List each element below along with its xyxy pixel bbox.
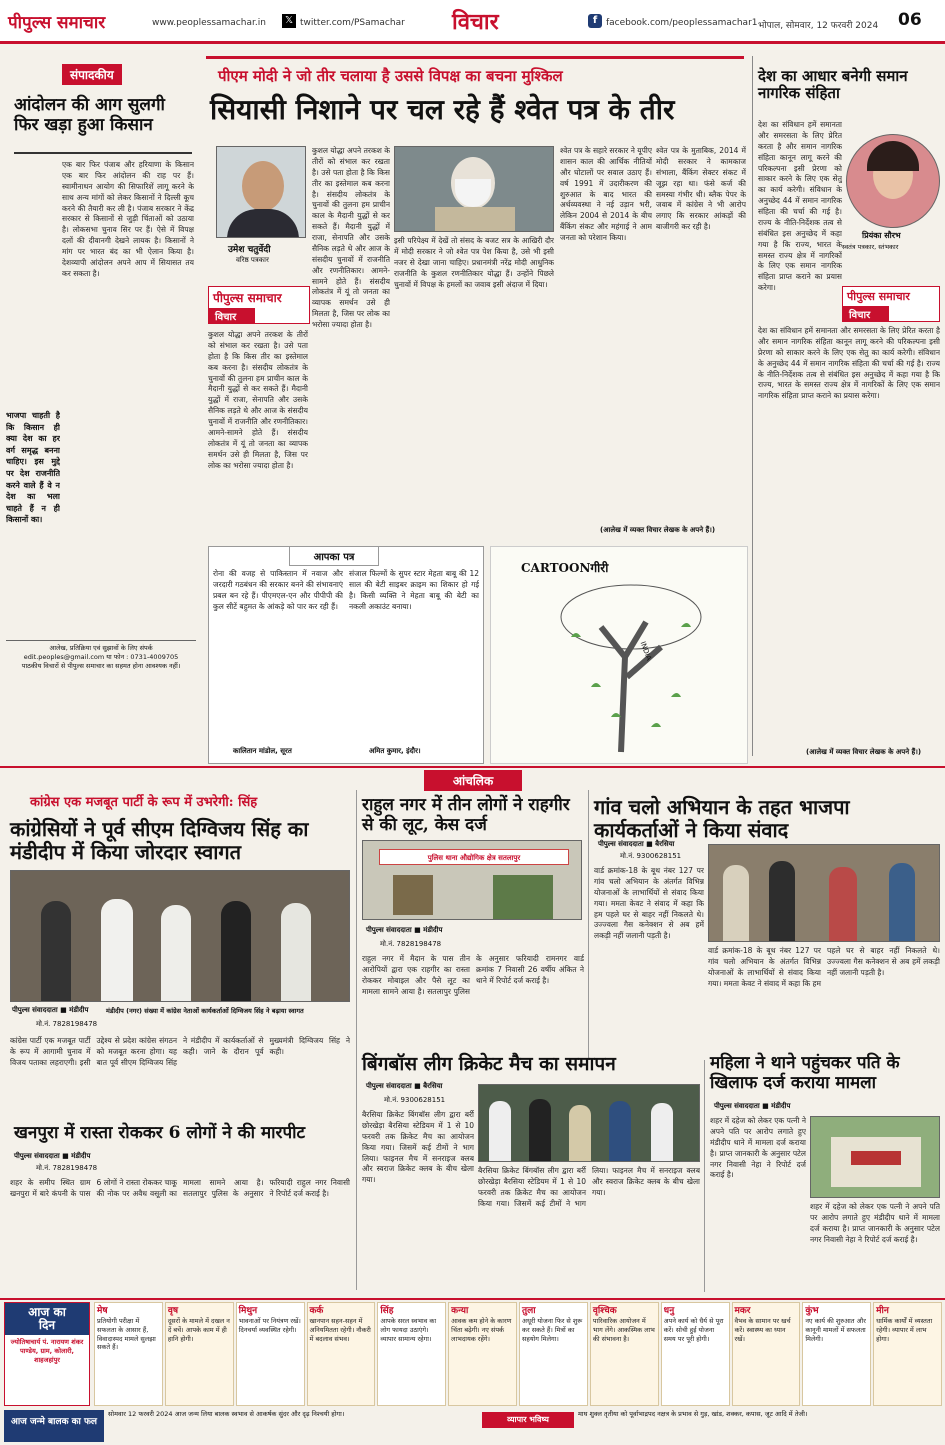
divider — [752, 56, 753, 756]
horoscope-sign-name: वृष — [167, 1306, 179, 1316]
story1-photo — [10, 870, 350, 1002]
story5-headline: बिंगबॉस लीग क्रिकेट मैच का समापन — [362, 1053, 616, 1075]
brand-logo: पीपुल्स समाचार — [8, 13, 106, 33]
horoscope-sign-text: धार्मिक कार्यों में व्यस्तता रहेगी। व्यापार में लाभ होगा। — [876, 1317, 933, 1343]
website-link[interactable]: www.peoplessamachar.in — [152, 18, 266, 28]
cartoon-label: INDIA — [638, 640, 653, 662]
dateline-place: बैरसिया — [655, 840, 675, 848]
opinion2-body-1: देश का संविधान हमें समानता और समरसता के लिए प्रेरित करता है और समान नागरिक संहिता कानून लागू करने की परिकल्पना इसी प्रेरणा को साकार करने के लिए एक सेतु का कार्य करेगी। संविधान के अनुच्छेद 44 में समान नागरिक संहिता की चर्चा की गई है। राज्य के नीति-निर्देशक तत्व से संबंधित इस अनुच्छेद में कहा गया है कि राज्य, भारत के समस्त राज्य क्षेत्र में नागरिकों के लिए एक समान नागरिक संहिता प्राप्त कराने का प्रयास करेगा। — [758, 120, 842, 293]
story3-photo — [708, 844, 940, 942]
divider — [356, 790, 357, 1290]
footer-email[interactable]: edit.peoples@gmail.com या फोन : 0731-4009705 — [23, 653, 179, 662]
story6-body-2: शहर में दहेज को लेकर एक पत्नी ने अपने पति पर आरोप लगाते हुए मंडीदीप थाने में मामला दर्ज कराया है। प्राप्त जानकारी के अनुसार पटेल नगर निवासी नेहा ने रिपोर्ट दर्ज कराई है। — [810, 1202, 940, 1244]
horoscope-sign-name: वृश्चिक — [592, 1306, 617, 1316]
horoscope-sign-name: धनु — [663, 1306, 675, 1316]
section-badge — [842, 286, 940, 322]
horoscope-cell — [590, 1302, 659, 1406]
divider — [206, 56, 744, 59]
editorial-tag: संपादकीय — [62, 64, 122, 85]
horoscope-sign-text: वैभव के सामान पर खर्च करें। स्वास्थ्य का ध्यान रखें। — [734, 1317, 791, 1343]
editorial-body: एक बार फिर पंजाब और हरियाणा के किसान एक बार फिर आंदोलन की राह पर हैं। स्वामीनाथन आयोग की सिफारिशें लागू करने के साथ अन्य मांगों को लेकर किसानों ने दिल्ली कूच करने की तैयारी कर ली है। पंजाब सरकार ने केंद्र सरकार से किसानों से जुड़ी चिंताओं को उठाया है। लोकसभा चुनाव सिर पर हैं। ऐसे में विपक्ष दलों की दीवानगी देखने लायक है। किसानों ने मांग पर भारत बंद का भी ऐलान किया है। देशव्यापी आंदोलन अपने आप में सियासत तय कर सकता है। — [62, 160, 194, 278]
badge-brand: पीपुल्स समाचार — [213, 291, 282, 305]
dateline-place: मंडीदीप — [423, 926, 443, 934]
dateline-source: पीपुल्स संवाददाता — [598, 840, 644, 848]
dateline-source: पीपुल्स संवाददाता — [12, 1006, 58, 1014]
lead-column-2: इसी परिपेक्ष्य में देखें तो संसद के बजट सत्र के आखिरी दौर में मोदी सरकार ने जो श्वेत पत्र पेश किया है, उसे भी इसी नजर से देखा जाना चाहिए। प्रधानमंत्री नरेंद्र मोदी आधुनिक राजनीति के कुशल रणनीतिकार योद्धा हैं। उन्होंने पिछले चुनावों में विपक्ष के हमलों का जवाब इसी अंदाज में दिया। — [394, 236, 554, 289]
story1-body: कांग्रेस पार्टी एक मजबूत पार्टी के रूप में आगामी चुनाव में विजय पताका लहराएगी। इसी उद्देश्य से प्रदेश कांग्रेस संगठन को मजबूत करना होगा। यह बात पूर्व सीएम दिग्विजय सिंह ने मंडीदीप में कार्यकर्ताओं से कही। जाने के दौरान पूर्व मुख्यमंत्री दिग्विजय सिंह ने कही। — [10, 1036, 350, 1067]
horoscope-cell — [661, 1302, 730, 1406]
story5-body-2: बैरसिया क्रिकेट बिंगबॉस लीग द्वारा बर्री छोरखेड़ा बैरसिया स्टेडियम में 1 से 10 फरवरी तक क्रिकेट मैच का आयोजन किया गया। जिसमें कई टीमों ने भाग लिया। फाइनल मैच में सनराइज क्लब और स्वराज क्रिकेट क्लब के बीच खेला गया। — [478, 1166, 700, 1208]
story1-mobile: मो.नं. 7828198478 — [36, 1020, 98, 1028]
horoscope-sign-text: पारिवारिक आयोजन में भाग लेंगे। आकस्मिक लाभ की संभावना है। — [592, 1317, 655, 1343]
x-icon: 𝕏 — [282, 14, 296, 28]
story5-dateline: पीपुल्स संवाददाता ■ बैरसिया — [366, 1082, 443, 1090]
story1-headline: कांग्रेसियों ने पूर्व सीएम दिग्विजय सिंह का मंडीदीप में किया जोरदार स्वागत — [10, 817, 309, 864]
story6-photo — [810, 1116, 940, 1198]
divider — [704, 1060, 705, 1292]
story1-dateline: पीपुल्स संवाददाता ■ मंडीदीप — [12, 1006, 89, 1014]
story2-dateline: पीपुल्स संवाददाता ■ मंडीदीप — [366, 926, 443, 934]
letter-2-sign: अमित कुमार, इंदौर। — [369, 747, 421, 755]
masthead — [0, 0, 945, 44]
dateline-source: पीपुल्स संवाददाता — [714, 1102, 760, 1110]
story5-photo — [478, 1084, 700, 1162]
horoscope-sign-name: तुला — [522, 1306, 536, 1316]
trade-text: माघ शुक्ल तृतीया को पूर्वाभाद्रपद नक्षत्र के प्रभाव से गुड़, खांड, शक्कर, कपास, जूट आदि में तेजी। — [578, 1410, 808, 1418]
lead-column-1: कुशल योद्धा अपने तरकश के तीरों को संभाल कर रखता है। उसे पता होता है कि किस तीर का इस्तेमाल कब करना है। संसदीय लोकतंत्र के चुनावों की तुलना हम प्राचीन काल के मैदानी युद्धों से कर सकते हैं। मैदानी युद्धों में राजा, सेनापति और उसके सैनिक लड़ते थे और आज के संसदीय चुनावों में राजनीति और रणनीतिकार। आमने-सामने होते हैं। संसदीय लोकतंत्र में यूं तो जनता का व्यापक समर्थन उसे ही मिलता है, जिस पर लोक का भरोसा ज्यादा होता है। — [312, 146, 390, 329]
today-title-1: आज का — [28, 1305, 66, 1319]
today-box — [4, 1302, 90, 1406]
lead-column-3: श्वेत पत्र के सहारे सरकार ने यूपीए शासन काल की आर्थिक नीतियों और घोटालों पर सवाल उठाए हैं। वर्ष 1991 में उदारीकरण की शुरुआत के बाद भारत की अर्थव्यवस्था ने नई उड़ान भरी, लेकिन 2004 से 2014 के बीच बैंकिंग संकट और महंगाई ने आम जनता को परेशान किया। — [560, 146, 652, 242]
lead-footnote: (आलेख में व्यक्त विचार लेखक के अपने हैं।) — [600, 526, 716, 534]
letter-2: संजाल फिल्मों के सुपर स्टार मेहता बाबू की 12 साल की बेटी साइबर क्राइम का शिकार हो गई है। किसी व्यक्ति ने मेहता बाबू की बेटी का नकली अकाउंट बनाया। — [349, 569, 479, 611]
story5-mobile: मो.नं. 9300628151 — [384, 1096, 446, 1104]
story2-photo — [362, 840, 582, 920]
horoscope-cell — [873, 1302, 942, 1406]
regional-tag: आंचलिक — [424, 770, 522, 791]
story4-mobile: मो.नं. 7828198478 — [36, 1164, 98, 1172]
horoscope-sign-text: नए कार्य की शुरुआत और कानूनी मामलों में सफलता मिलेगी। — [805, 1317, 866, 1343]
horoscope-sign-text: प्रतियोगी परीक्षा में सफलता के आसार हैं, विवादास्पद मामले सुलझा सकते हैं। — [97, 1317, 156, 1352]
horoscope-cell — [519, 1302, 588, 1406]
lead-column-4: श्वेत पत्र के मुताबिक, 2014 में मोदी सरकार ने कामकाज संभाला, बैंकिंग सेक्टर संकट में जूझ रहा था। फंसे कर्ज की समस्या गंभीर थी। ब्लैक पेपर के जवाब में कांग्रेस ने भी आरोप लगाए कि सरकार आंकड़ों की बाजीगरी कर रही है। — [656, 146, 746, 232]
horoscope-cell — [448, 1302, 517, 1406]
lead-headline: सियासी निशाने पर चल रहे हैं श्वेत पत्र के तीर — [210, 93, 675, 126]
page-number: 06 — [898, 10, 922, 30]
section-badge — [208, 286, 310, 324]
horoscope-sign-text: आवक कम होने के कारण चिंता बढ़ेगी। नए संपर्क लाभदायक रहेंगे। — [451, 1317, 512, 1343]
author-name: उमेश चतुर्वेदी — [228, 245, 271, 255]
divider — [0, 766, 945, 768]
editorial-footer — [6, 640, 196, 671]
story3-headline: गांव चलो अभियान के तहत भाजपा कार्यकर्ताओं ने किया संवाद — [594, 795, 850, 842]
divider — [588, 790, 589, 1060]
story3-body: वार्ड क्रमांक-18 के बूथ नंबर 127 पर गांव चलो अभियान के अंतर्गत विभिन्न योजनाओं के लाभार्थियों से संवाद किया गया। ममता केवट ने संवाद में कहा कि हम पहले घर से बाहर नहीं निकलते थे। उज्ज्वला गैस कनेक्शन से अब हमें लकड़ी नहीं जलानी पड़ती है। — [594, 866, 704, 941]
divider — [0, 1298, 945, 1300]
dateline-source: पीपुल्स संवाददाता — [14, 1152, 60, 1160]
birthday-text: सोमवार 12 फरवरी 2024 आज जन्म लिया बालक स्वभाव से आकर्षक सुंदर और दृढ़ निश्चयी होगा। — [108, 1410, 345, 1418]
section-title: विचार — [452, 9, 499, 35]
story6-body: शहर में दहेज को लेकर एक पत्नी ने अपने पति पर आरोप लगाते हुए मंडीदीप थाने में मामला दर्ज कराया है। प्राप्त जानकारी के अनुसार पटेल नगर निवासी नेहा ने रिपोर्ट दर्ज कराई है। — [710, 1116, 806, 1180]
story6-headline: महिला ने थाने पहुंचकर पति के खिलाफ दर्ज कराया मामला — [710, 1053, 900, 1093]
horoscope-sign-text: दूसरों के मामले में दखल न दें बचें। आपके काम में ही हानि होगी। — [167, 1317, 230, 1343]
cartoon-title: CARTOONगीरी — [521, 561, 609, 575]
horoscope-sign-name: मीन — [876, 1306, 889, 1316]
letter-1-sign: कालितान मांडोल, सूरत — [233, 747, 292, 755]
horoscope-grid — [94, 1302, 942, 1406]
letters-box — [208, 546, 484, 764]
letter-1: रोना की वजह से पाकिस्तान में नवाज और जरदारी गठबंधन की सरकार बनने की संभावनाएं प्रबल बन रहे हैं। पीएमएल-एन और पीपीपी की कुल सीटें बहुमत के आंकड़े को पार कर रही हैं। — [213, 569, 343, 611]
badge-section: विचार — [843, 306, 889, 322]
trade-title: व्यापार भविष्य — [482, 1412, 574, 1428]
story4-dateline: पीपुल्स संवाददाता ■ मंडीदीप — [14, 1152, 91, 1160]
horoscope-sign-text: अधूरी योजना फिर से शुरू कर सकते हैं। मित्रों का सहयोग मिलेगा। — [522, 1317, 583, 1343]
lead-kicker: पीएम मोदी ने जो तीर चलाया है उससे विपक्ष का बचना मुश्किल — [218, 67, 563, 85]
story2-body: राहुल नगर में मैदान के पास तीन आरोपियों द्वारा एक राहगीर का रास्ता रोककर मोबाइल और पैसे लूट का मामला सामने आया है। सतलापुर पुलिस के अनुसार फरियादी रामनगर वार्ड क्रमांक 7 निवासी 26 वर्षीय अंकित ने थाने में रिपोर्ट दर्ज कराई है। — [362, 954, 584, 996]
story2-mobile: मो.नं. 7828198478 — [380, 940, 442, 948]
story2-headline: राहुल नगर में तीन लोगों ने राहगीर से की लूट, केस दर्ज — [362, 795, 570, 835]
horoscope-cell — [236, 1302, 305, 1406]
twitter-link[interactable]: twitter.com/PSamachar — [300, 18, 405, 28]
astrologer: ज्योतिषाचार्य पं. नारायण शंकर पाण्डेय, ग्राम, कोलारी, शाहजहांपुर — [10, 1338, 84, 1364]
horoscope-sign-name: सिंह — [380, 1306, 394, 1316]
author-role: स्वतंत्र पत्रकार, स्तंभकार — [842, 243, 899, 251]
horoscope-sign-text: आपके सरल स्वभाव का लोग फायदा उठाएंगे। व्यापार सामान्य रहेगा। — [380, 1317, 436, 1343]
story5-body: बैरसिया क्रिकेट बिंगबॉस लीग द्वारा बर्री छोरखेड़ा बैरसिया स्टेडियम में 1 से 10 फरवरी तक क्रिकेट मैच का आयोजन किया गया। जिसमें कई टीमों ने भाग लिया। फाइनल मैच में सनराइज क्लब और स्वराज क्रिकेट क्लब के बीच खेला गया। — [362, 1110, 474, 1185]
facebook-link[interactable]: facebook.com/peoplessamachar1 — [606, 18, 758, 28]
pm-photo — [394, 146, 554, 232]
dateline-place: मंडीदीप — [771, 1102, 791, 1110]
footer-line: आलेख, प्रतिक्रिया एवं सुझावों के लिए संपर्क — [49, 644, 153, 652]
cartoon-tree — [551, 577, 711, 757]
story6-dateline: पीपुल्स संवाददाता ■ मंडीदीप — [714, 1102, 791, 1110]
letters-title: आपका पत्र — [289, 546, 379, 566]
opinion2-footnote: (आलेख में व्यक्त विचार लेखक के अपने हैं।) — [806, 748, 922, 756]
birthday-title: आज जन्मे बालक का फल — [4, 1410, 104, 1442]
story3-mobile: मो.नं. 9300628151 — [620, 852, 682, 860]
badge-brand: पीपुल्स समाचार — [847, 290, 910, 303]
horoscope-sign-text: अपने कार्य को धैर्य से पूरा करें। सोची हुई योजना समय पर पूरी होगी। — [663, 1317, 724, 1343]
dateline-source: पीपुल्स संवाददाता — [366, 926, 412, 934]
horoscope-cell — [307, 1302, 376, 1406]
horoscope-sign-name: मकर — [734, 1306, 751, 1316]
opinion2-headline: देश का आधार बनेगी समान नागरिक संहिता — [758, 67, 908, 103]
badge-section: विचार — [209, 308, 255, 324]
horoscope-sign-name: मिथुन — [238, 1306, 258, 1316]
cartoon-box — [490, 546, 748, 764]
horoscope-sign-text: भावनाओं पर नियंत्रण रखें। दिनचर्या व्यवस्थित रहेगी। — [238, 1317, 301, 1334]
dateline-place: मंडीदीप — [69, 1006, 89, 1014]
today-title-2: दिन — [38, 1318, 56, 1333]
author-role: वरिष्ठ पत्रकार — [236, 256, 269, 264]
lead-column-1b: कुशल योद्धा अपने तरकश के तीरों को संभाल कर रखता है। उसे पता होता है कि किस तीर का इस्तेमाल कब करना है। संसदीय लोकतंत्र के चुनावों की तुलना हम प्राचीन काल के मैदानी युद्धों से कर सकते हैं। मैदानी युद्धों में राजा, सेनापति और उसके सैनिक लड़ते थे और आज के संसदीय चुनावों में राजनीति और रणनीतिकार। आमने-सामने होते हैं। संसदीय लोकतंत्र में यूं तो जनता का व्यापक समर्थन उसे ही मिलता है, जिस पर लोक का भरोसा ज्यादा होता है। — [208, 330, 308, 470]
editorial-headline: आंदोलन की आग सुलगी फिर खड़ा हुआ किसान — [14, 95, 165, 135]
story1-caption: मंडीदीप (नगर) संख्या में कांग्रेस नेताओं कार्यकर्ताओं दिग्विजय सिंह ने बढ़ाया स्वागत — [106, 1007, 304, 1015]
story4-body: शहर के समीप स्थित ग्राम खनपुरा में बारे कंपनी के पास 6 लोगों ने रास्ता रोककर चाकू की नोक पर अवैध वसूली का मामला सामने आया है। सतलापुर पुलिस के अनुसार फरियादी राहुल नगर निवासी ने रिपोर्ट दर्ज कराई है। — [10, 1178, 350, 1198]
dateline-source: पीपुल्स संवाददाता — [366, 1082, 412, 1090]
horoscope-cell — [732, 1302, 801, 1406]
author-name: प्रियंका सौरभ — [862, 231, 901, 240]
horoscope-cell — [802, 1302, 871, 1406]
story1-kicker: कांग्रेस एक मजबूत पार्टी के रूप में उभरेगी: सिंह — [30, 795, 258, 810]
story3-dateline: पीपुल्स संवाददाता ■ बैरसिया — [598, 840, 675, 848]
editorial-sidebar-quote: भाजपा चाहती है कि किसान ही क्या देश का हर वर्ग समृद्ध बनना चाहिए। इस मुद्दे पर देश राजनीति करने वाले हैं वे न देश का भला चाहते हैं न ही किसानों का। — [6, 411, 60, 525]
story4-headline: खनपुरा में रास्ता रोककर 6 लोगों ने की मारपीट — [14, 1123, 306, 1143]
dateline-place: मंडीदीप — [71, 1152, 91, 1160]
opinion2-body-2: देश का संविधान हमें समानता और समरसता के लिए प्रेरित करता है और समान नागरिक संहिता कानून लागू करने की परिकल्पना इसी प्रेरणा को साकार करने के लिए एक सेतु का कार्य करेगी। संविधान के अनुच्छेद 44 में समान नागरिक संहिता की चर्चा की गई है। राज्य के नीति-निर्देशक तत्व से संबंधित इस अनुच्छेद में कहा गया है कि राज्य, भारत के समस्त राज्य क्षेत्र में नागरिकों के लिए एक समान नागरिक संहिता प्राप्त कराने का प्रयास करेगा। — [758, 326, 940, 401]
dateline: भोपाल, सोमवार, 12 फरवरी 2024 — [758, 21, 879, 31]
horoscope-cell — [165, 1302, 234, 1406]
horoscope-sign-text: खानपान सहन-सहन में अनियमितता रहेगी। नौकरी में बदलाव संभव। — [309, 1317, 371, 1343]
police-sign: पुलिस थाना औद्योगिक क्षेत्र सतलापुर — [379, 849, 569, 865]
horoscope-sign-name: कुंभ — [805, 1306, 819, 1316]
horoscope-sign-name: कर्क — [309, 1306, 324, 1316]
dateline-place: बैरसिया — [423, 1082, 443, 1090]
footer-disclaimer: पाठकीय विचारों से पीपुल्स समाचार का सहमत होना आवश्यक नहीं। — [21, 662, 181, 671]
author-photo — [216, 146, 306, 238]
horoscope-cell — [377, 1302, 446, 1406]
horoscope-sign-name: मेष — [97, 1306, 108, 1316]
story3-body-2: वार्ड क्रमांक-18 के बूथ नंबर 127 पर गांव चलो अभियान के अंतर्गत विभिन्न योजनाओं के लाभार्थियों से संवाद किया गया। ममता केवट ने संवाद में कहा कि हम पहले घर से बाहर नहीं निकलते थे। उज्ज्वला गैस कनेक्शन से अब हमें लकड़ी नहीं जलानी पड़ती है। — [708, 946, 940, 988]
facebook-icon: f — [588, 14, 602, 28]
horoscope-cell — [94, 1302, 163, 1406]
horoscope-sign-name: कन्या — [451, 1306, 469, 1316]
author-photo — [846, 134, 940, 228]
divider — [14, 152, 192, 154]
